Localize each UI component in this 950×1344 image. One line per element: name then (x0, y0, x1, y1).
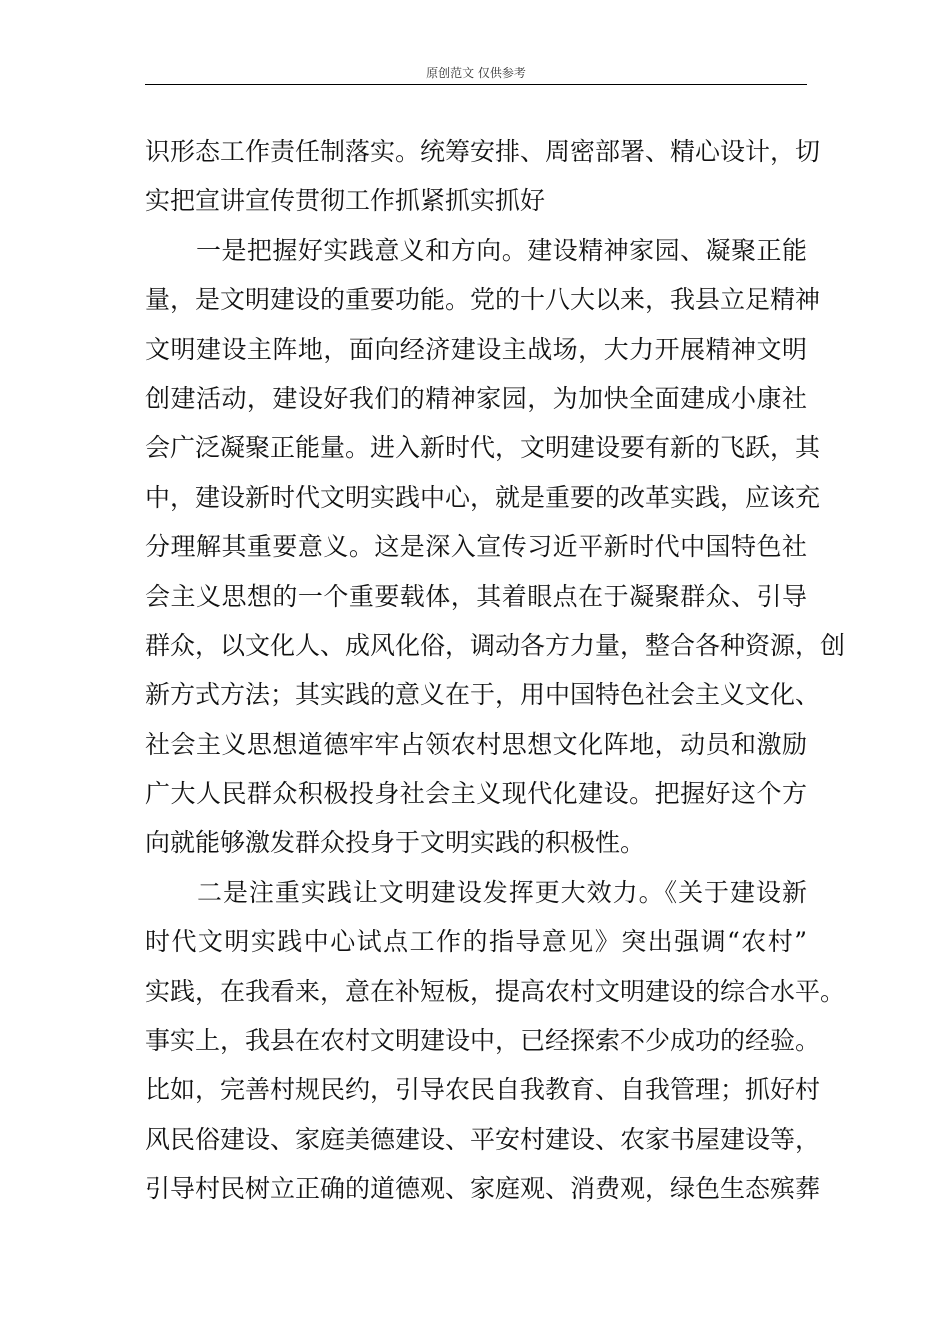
text-line: 会广泛凝聚正能量。进入新时代，文明建设要有新的飞跃，其 (145, 433, 821, 463)
text-line: 新方式方法；其实践的意义在于，用中国特色社会主义文化、 (145, 680, 821, 710)
text-line: 二是注重实践让文明建设发挥更大效力。《关于建设新 (145, 877, 807, 907)
header-divider (145, 84, 807, 85)
text-line: 社会主义思想道德牢牢占领农村思想文化阵地，动员和激励 (145, 729, 807, 759)
text-line: 创建活动，建设好我们的精神家园，为加快全面建成小康社 (145, 383, 807, 413)
text-line: 群众，以文化人、成风化俗，调动各方力量，整合各种资源，创 (145, 630, 846, 660)
body-text (145, 127, 846, 1214)
text-line: 引导村民树立正确的道德观、家庭观、消费观，绿色生态殡葬 (145, 1174, 821, 1204)
text-line: 向就能够激发群众投身于文明实践的积极性。 (145, 828, 646, 858)
text-line: 文明建设主阵地，面向经济建设主战场，大力开展精神文明 (145, 334, 807, 364)
text-line: 会主义思想的一个重要载体，其着眼点在于凝聚群众、引导 (145, 581, 807, 611)
text-line: 分理解其重要意义。这是深入宣传习近平新时代中国特色社 (145, 532, 807, 562)
text-line: 风民俗建设、家庭美德建设、平安村建设、农家书屋建设等， (145, 1124, 821, 1154)
text-line: 识形态工作责任制落实。统筹安排、周密部署、精心设计，切 (145, 137, 821, 166)
text-line: 量，是文明建设的重要功能。党的十八大以来，我县立足精神 (145, 285, 821, 315)
text-line: 比如，完善村规民约，引导农民自我教育、自我管理；抓好村 (145, 1075, 821, 1105)
text-line: 实把宣讲宣传贯彻工作抓紧抓实抓好 (145, 186, 546, 216)
page-header: 原创范文 仅供参考 (426, 66, 526, 80)
text-line: 事实上，我县在农村文明建设中，已经探索不少成功的经验。 (145, 1026, 821, 1056)
text-line: 中，建设新时代文明实践中心，就是重要的改革实践，应该充 (145, 482, 821, 512)
text-line: 一是把握好实践意义和方向。建设精神家园、凝聚正能 (145, 235, 807, 265)
text-line: 广大人民群众积极投身社会主义现代化建设。把握好这个方 (145, 779, 807, 809)
text-line: 实践，在我看来，意在补短板，提高农村文明建设的综合水平。 (145, 976, 846, 1006)
text-line: 时代文明实践中心试点工作的指导意见》突出强调“农村” (145, 927, 807, 957)
